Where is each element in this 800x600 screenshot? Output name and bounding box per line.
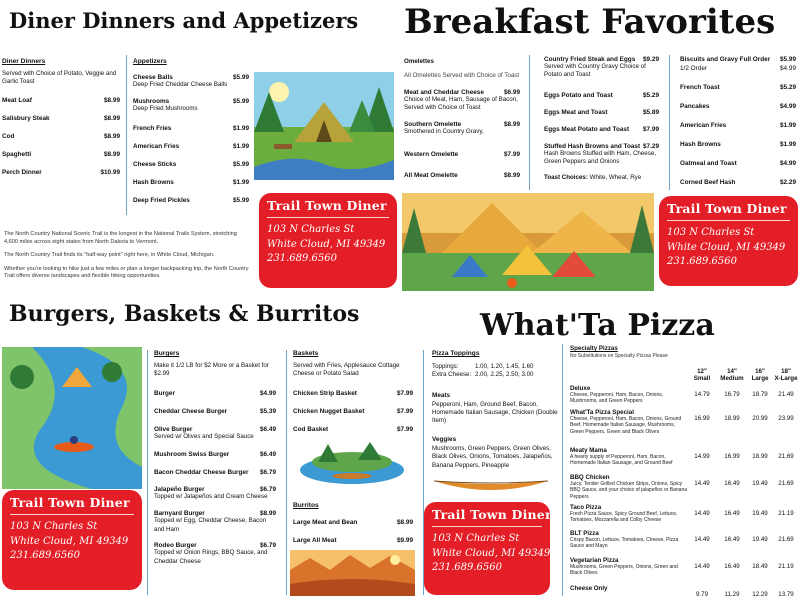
restaurant-name: Trail Town Diner	[432, 507, 552, 522]
menu-item: Spaghetti $8.99	[2, 150, 120, 158]
pizza-price: 21.19	[778, 563, 794, 570]
menu-item: Barnyard Burger $8.99	[154, 510, 276, 518]
canoe-illustration	[432, 473, 550, 497]
baskets-heading: Baskets	[293, 350, 319, 357]
restaurant-card	[2, 490, 142, 590]
specialty-heading: Specialty Pizzas	[570, 345, 618, 352]
divider	[126, 55, 127, 215]
pizza-price: 16.49	[724, 563, 740, 570]
menu-item: Bacon Cheddar Cheese Burger $6.79	[154, 469, 276, 477]
menu-item: Oatmeal and Toast $4.99	[680, 160, 796, 167]
menu-item: Western Omelette $7.99	[404, 150, 520, 158]
breakfast-title: Breakfast Favorites	[404, 2, 776, 42]
restaurant-street: 103 N Charles St	[667, 227, 755, 238]
menu-item: Mushroom Swiss Burger $6.49	[154, 451, 276, 459]
trail-info-p1: The North Country National Scenic Trail is the longest in the National Trails System, stretching 4,600 miles across eight states from North Dakota to Vermont.	[4, 231, 237, 245]
size-col: 12" Small	[693, 368, 711, 382]
menu-item: Eggs Meat and Toast $5.89	[544, 108, 659, 116]
menu-item: Chicken Nugget Basket $7.99	[293, 407, 413, 415]
specialty-pizza-row	[570, 557, 796, 577]
trail-info	[4, 231, 252, 281]
omelettes-section	[404, 58, 520, 179]
restaurant-street: 103 N Charles St	[10, 521, 98, 532]
item-desc: Deep Fried Mushrooms	[133, 105, 198, 113]
meats-list: Pepperoni, Ham, Ground Beef, Bacon, Homemade Italian Sausage, Chicken (Double Item)	[432, 400, 558, 425]
pizza-price: 18.99	[752, 453, 768, 460]
omelettes-note: All Omelettes Served with Choice of Toast	[404, 72, 520, 80]
pizza-desc: Mushrooms, Green Peppers, Onions, Green and Black Olives	[570, 564, 678, 577]
menu-item: 1/2 Order $4.99	[680, 65, 796, 72]
item-desc: Served w/ Olives and Special Sauce	[154, 432, 254, 440]
menu-item: Cod $8.99	[2, 132, 120, 140]
restaurant-name: Trail Town Diner	[267, 198, 387, 213]
restaurant-city: White Cloud, MI 49349	[432, 547, 551, 559]
menu-item: Perch Dinner $10.99	[2, 168, 120, 176]
meats-heading: Meats	[432, 391, 451, 399]
burgers-note: Make it 1/2 LB for $2 More or a Basket for $2.99	[154, 362, 269, 378]
restaurant-street: 103 N Charles St	[267, 224, 355, 235]
menu-item: Rodeo Burger $6.79	[154, 542, 276, 550]
pizza-price: 12.29	[752, 591, 768, 598]
pizza-price: 18.49	[752, 563, 768, 570]
size-col: 14" Medium	[720, 368, 744, 382]
specialty-pizza-row	[570, 447, 796, 467]
pizza-desc: Juicy, Tender Grilled Chicken Strips, Onions, Spicy BBQ Sauce, and your choice of jalapeños or Banana Peppers	[570, 481, 688, 500]
pizza-price: 16.79	[724, 391, 740, 398]
divider	[432, 526, 542, 527]
pizza-desc: Fresh Pizza Sauce, Spicy Ground Beef, Lettuce, Tomatoes, Mozzarella and Colby Cheese	[570, 511, 678, 524]
divider	[529, 55, 530, 190]
pizza-price: 19.49	[752, 536, 768, 543]
camping-tent-forest-illustration	[254, 72, 394, 180]
restaurant-name: Trail Town Diner	[10, 495, 130, 510]
menu-item: French Toast $5.29	[680, 84, 796, 91]
specialty-note: No Substitutions on Specialty Pizzas Please	[570, 353, 668, 359]
pizza-price: 14.49	[694, 536, 710, 543]
pizza-desc: Cheese, Pepperoni, Ham, Bacon, Onions, Mushrooms, and Green Peppers	[570, 392, 664, 405]
pizza-price: 21.49	[778, 391, 794, 398]
specialty-pizza-row	[570, 585, 796, 598]
pizza-name: What'Ta Pizza Special	[570, 409, 634, 416]
item-desc: Choice of Meat, Ham, Sausage of Bacon, Served with Choice of Toast	[404, 95, 518, 112]
pizza-name: Cheese Only	[570, 585, 608, 592]
pizza-price: 11.29	[724, 591, 740, 598]
restaurant-city: White Cloud, MI 49349	[10, 535, 129, 547]
restaurant-phone: 231.689.6560	[267, 253, 337, 264]
pizza-price: 21.69	[778, 480, 794, 487]
menu-item: Eggs Meat Potato and Toast $7.99	[544, 125, 659, 133]
menu-item: Country Fried Steak and Eggs $9.29	[544, 56, 659, 63]
menu-item: Southern Omelette $8.99	[404, 121, 520, 129]
size-header	[570, 368, 796, 386]
diner-dinners-heading: Diner Dinners	[2, 58, 46, 65]
pizza-price: 21.69	[778, 536, 794, 543]
menu-item: Large Meat and Bean $8.99	[293, 519, 413, 526]
breakfast-mid-section	[544, 56, 659, 183]
menu-item: Burger $4.99	[154, 389, 276, 397]
item-desc: Topped w/ Egg, Cheddar Cheese, Bacon and Ham	[154, 517, 267, 533]
specialty-pizza-row	[570, 409, 796, 435]
item-desc: Deep Fried Cheddar Cheese Balls	[133, 81, 228, 88]
pizza-price: 20.99	[752, 415, 768, 422]
pizza-desc: Crispy Bacon, Lettuce, Tomatoes, Cheese, Pizza Sauce and Mayo	[570, 537, 679, 550]
pizza-price: 14.49	[694, 480, 710, 487]
pizza-price: 14.99	[694, 453, 710, 460]
burgers-heading: Burgers	[154, 350, 180, 357]
pizza-price: 16.49	[724, 510, 740, 517]
menu-item: American Fries $1.99	[680, 122, 796, 129]
pizza-price: 21.19	[778, 510, 794, 517]
burritos-heading: Burritos	[293, 502, 319, 509]
river-kayak-map-illustration	[2, 347, 142, 489]
divider	[562, 344, 563, 596]
restaurant-phone: 231.689.6560	[667, 256, 737, 267]
pizza-desc: Cheese, Pepperoni, Ham, Bacon, Onions, Ground Beef, Homemade Italian Sausage, Mushrooms, Green Peppers, Green and Black Olives	[570, 416, 682, 435]
pizza-name: Vegetarian Pizza	[570, 557, 619, 564]
pizza-price: 18.99	[724, 415, 740, 422]
divider	[669, 55, 670, 190]
menu-item: Stuffed Hash Browns and Toast $7.29	[544, 142, 659, 150]
pizza-price: 18.79	[752, 391, 768, 398]
specialty-pizza-row	[570, 530, 796, 550]
pizza-name: Taco Pizza	[570, 504, 602, 511]
menu-item: Cheese Sticks $5.99	[133, 160, 249, 168]
menu-item: Cod Basket $7.99	[293, 425, 413, 433]
pizza-toppings-section	[432, 350, 558, 470]
size-col: 16" Large	[751, 368, 769, 382]
campsite-mountains-illustration	[402, 193, 654, 291]
menu-item: Salisbury Steak $8.99	[2, 114, 120, 122]
burritos-section	[293, 502, 413, 544]
menu-item: All Meat Omelette $8.99	[404, 171, 520, 179]
toast-choices	[544, 174, 659, 182]
pizza-title: What'Ta Pizza	[480, 308, 715, 343]
menu-item: Deep Fried Pickles $5.99	[133, 196, 249, 204]
pizza-price: 16.49	[724, 536, 740, 543]
restaurant-card	[259, 193, 397, 288]
island-canoe-illustration	[298, 440, 406, 488]
menu-item: Eggs Potato and Toast $5.29	[544, 91, 659, 99]
pizza-desc: A hearty supply of Pepperoni, Ham, Bacon, Homemade Italian Sausage, and Ground Beef	[570, 454, 673, 467]
item-desc: Topped w/ Jalapeños and Cream Cheese	[154, 493, 268, 501]
menu-item: Meat Loaf $8.99	[2, 96, 120, 104]
item-desc: Served with Country Gravy Choice of Potato and Toast	[544, 63, 646, 79]
divider	[267, 217, 389, 218]
appetizers-heading: Appetizers	[133, 58, 167, 65]
pizza-price: 14.49	[694, 510, 710, 517]
menu-item: Mushrooms $5.99	[133, 98, 249, 106]
restaurant-phone: 231.689.6560	[432, 562, 502, 573]
restaurant-street: 103 N Charles St	[432, 533, 520, 544]
menu-item: Meat and Cheddar Cheese $6.99	[404, 88, 520, 96]
baskets-note: Served with Fries, Applesauce Cottage Cheese or Potato Salad	[293, 362, 400, 378]
veggies-heading: Veggies	[432, 435, 457, 443]
pizza-price: 21.69	[778, 453, 794, 460]
desert-canyon-illustration	[290, 550, 415, 596]
divider	[667, 220, 790, 221]
pizza-name: BLT Pizza	[570, 530, 599, 537]
pizza-price: 19.49	[752, 510, 768, 517]
trail-info-p3: Whether you're looking to hike just a few miles or plan a longer backpacking trip, the North Country Trail offers diverse landscapes and flexible hiking opportunities.	[4, 265, 249, 280]
menu-item: Cheese Balls $5.99	[133, 74, 249, 81]
menu-item: Biscuits and Gravy Full Order $5.99	[680, 56, 796, 63]
burgers-section	[154, 350, 276, 566]
pizza-name: Deluxe	[570, 385, 591, 392]
omelettes-heading: Omelettes	[404, 58, 434, 65]
divider	[10, 514, 134, 515]
specialty-pizza-row	[570, 504, 796, 524]
menu-item: American Fries $1.99	[133, 142, 249, 150]
menu-item: Large All Meat $9.99	[293, 537, 413, 544]
veggies-list: Mushrooms, Green Peppers, Green Olives, Black Olives, Onions, Tomatoes, Jalapeños, Banana Peppers, Pineapple	[432, 444, 553, 469]
trail-info-p2: The North Country Trail finds its "half-way point" right here, in White Cloud, Michigan.	[4, 252, 215, 259]
menu-item: Jalapeño Burger $6.79	[154, 486, 276, 494]
specialty-pizza-row	[570, 474, 796, 500]
pizza-price: 14.79	[694, 391, 710, 398]
pizza-price: 13.79	[778, 591, 794, 598]
divider	[286, 350, 287, 595]
menu-item: Cheddar Cheese Burger $5.39	[154, 407, 276, 415]
pizza-price: 9.79	[695, 591, 709, 598]
diner-title: Diner Dinners and Appetizers	[9, 8, 359, 33]
specialty-pizza-row	[570, 385, 796, 405]
pizza-price: 16.99	[694, 415, 710, 422]
pizza-toppings-heading: Pizza Toppings	[432, 350, 480, 357]
item-desc: Hash Browns Stuffed with Ham, Cheese, Green Peppers and Onions	[544, 149, 657, 166]
extra-cheese-line: Extra Cheese: 2.00, 2.25, 2.50, 3.00	[432, 371, 534, 379]
menu-item: Chicken Strip Basket $7.99	[293, 389, 413, 397]
item-desc: Smothered in Country Gravy,	[404, 128, 484, 136]
baskets-section	[293, 350, 413, 433]
menu-item: Hash Browns $1.99	[680, 141, 796, 148]
menu-item: Olive Burger $6.49	[154, 425, 276, 433]
menu-item: Corned Beef Hash $2.29	[680, 179, 796, 186]
menu-item: Hash Browns $1.99	[133, 178, 249, 186]
menu-item: French Fries $1.99	[133, 124, 249, 132]
pizza-price: 14.49	[694, 563, 710, 570]
restaurant-card	[659, 196, 798, 286]
pizza-price: 19.49	[752, 480, 768, 487]
pizza-price: 16.99	[724, 453, 740, 460]
appetizers-section	[133, 58, 249, 204]
toast-choices-label: Toast Choices:	[544, 174, 588, 182]
restaurant-phone: 231.689.6560	[10, 550, 80, 561]
restaurant-name: Trail Town Diner	[667, 201, 787, 216]
pizza-price: 23.99	[778, 415, 794, 422]
breakfast-right-section	[680, 56, 796, 186]
pizza-name: BBQ Chicken	[570, 474, 610, 481]
size-col: 18" X-Large	[774, 368, 798, 382]
restaurant-city: White Cloud, MI 49349	[267, 238, 386, 250]
toppings-line: Toppings: 1.00, 1.20, 1.45, 1.60	[432, 363, 534, 370]
pizza-name: Meaty Mama	[570, 447, 607, 454]
pizza-price: 16.49	[724, 480, 740, 487]
diner-dinners-note: Served with Choice of Potato, Veggie and Garlic Toast	[2, 70, 117, 86]
toast-choices-value: White, Wheat, Rye	[589, 174, 642, 182]
diner-dinners-section	[2, 58, 120, 176]
menu-item: Pancakes $4.99	[680, 103, 796, 110]
item-desc: Topped w/ Onion Rings, BBQ Sauce, and Cheddar Cheese	[154, 549, 268, 565]
divider	[147, 350, 148, 595]
restaurant-card	[424, 502, 550, 595]
restaurant-city: White Cloud, MI 49349	[667, 241, 786, 253]
burgers-title: Burgers, Baskets & Burritos	[9, 301, 360, 327]
